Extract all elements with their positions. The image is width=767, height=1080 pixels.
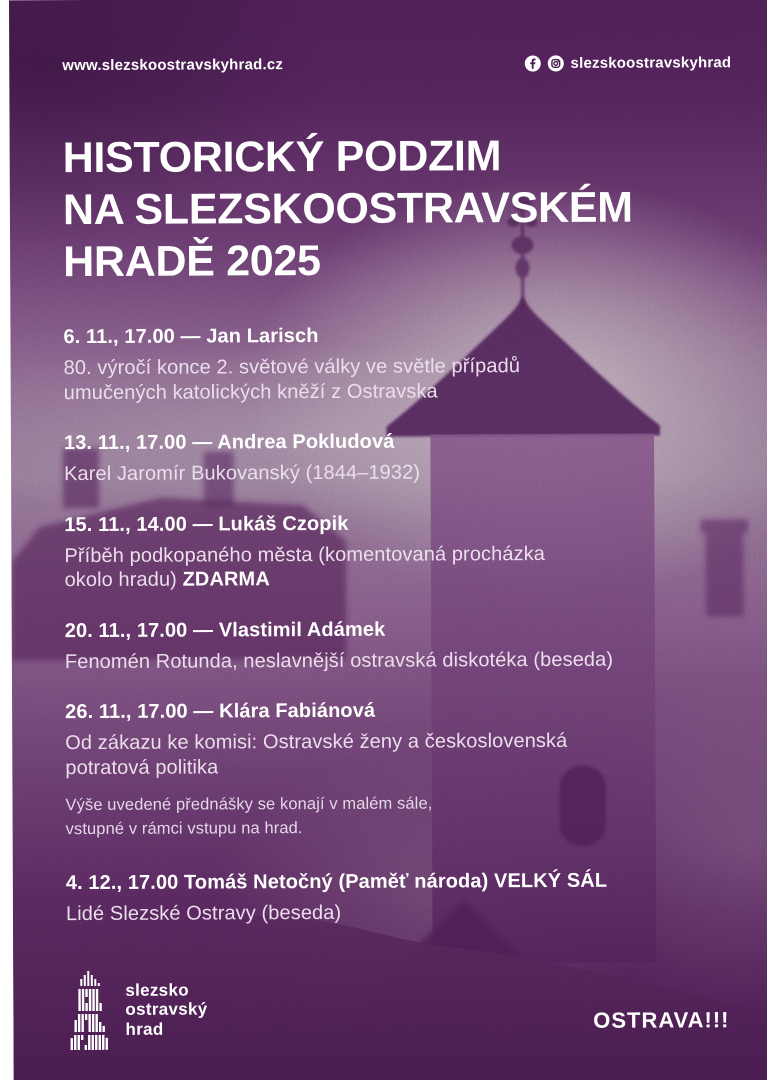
title-line: NA SLEZSKOOSTRAVSKÉM: [62, 183, 633, 235]
ostrava-wordmark: OSTRAVA!!!: [593, 1007, 730, 1033]
poster-content: [62, 0, 735, 954]
poster-top-bar: [62, 54, 731, 74]
event-description: [64, 541, 733, 593]
social-links: [524, 54, 731, 72]
event-heading: 20. 11., 17.00 — Vlastimil Adámek: [64, 618, 386, 642]
event-item: [64, 429, 733, 486]
event-description: [64, 459, 733, 486]
event-description-line: Příběh podkopaného města (komentovaná procházka: [64, 542, 546, 567]
poster-sheet: [9, 0, 767, 1080]
social-handle[interactable]: slezskoostravskyhrad: [570, 54, 732, 72]
event-heading: 13. 11., 17.00 — Andrea Pokludová: [63, 430, 395, 455]
event-description: [65, 647, 734, 674]
event-description-line: Karel Jaromír Bukovanský (1844–1932): [64, 461, 421, 486]
event-description-line: potratová politika: [65, 755, 219, 779]
venue-note-line: Výše uvedené přednášky se konají v malém sále,: [65, 794, 433, 815]
event-heading: 4. 12., 17.00 Tomáš Netočný (Paměť národa) VELKÝ SÁL: [65, 869, 608, 895]
website-url[interactable]: www.slezskoostravskyhrad.cz: [62, 56, 284, 75]
poster-title: [63, 129, 733, 288]
event-description: [64, 353, 733, 405]
venue-note-line: vstupné v rámci vstupu na hrad.: [65, 819, 303, 839]
facebook-icon[interactable]: [524, 55, 541, 72]
free-admission-label: ZDARMA: [182, 568, 270, 591]
event-description-line: okolo hradu) ZDARMA: [64, 568, 270, 592]
event-description: [66, 899, 735, 926]
event-description: [65, 728, 734, 780]
event-heading: 15. 11., 14.00 — Lukáš Czopik: [64, 512, 349, 536]
event-item-final: [66, 869, 735, 926]
event-item: [63, 323, 732, 405]
event-item: [64, 511, 733, 593]
venue-note: [65, 790, 734, 841]
castle-logo-text: slezsko ostravský hrad: [125, 980, 208, 1039]
event-list: [63, 323, 735, 926]
castle-logo: [66, 969, 207, 1050]
event-description-line: Lidé Slezské Ostravy (beseda): [65, 901, 342, 926]
event-description-line: Fenomén Rotunda, neslavnější ostravská diskotéka (beseda): [64, 648, 614, 673]
event-item: [65, 617, 734, 674]
event-description-line: umučených katolických kněží z Ostravska: [63, 379, 438, 404]
castle-logo-icon: [66, 970, 112, 1050]
event-description-line: Od zákazu ke komisi: Ostravské ženy a československá: [65, 729, 568, 755]
event-heading: 6. 11., 17.00 — Jan Larisch: [63, 324, 319, 349]
title-line: HISTORICKÝ PODZIM: [62, 132, 502, 183]
event-description-line: 80. výročí konce 2. světové války ve světle případů: [63, 355, 521, 380]
title-line: HRADĚ 2025: [63, 236, 321, 287]
event-heading: 26. 11., 17.00 — Klára Fabiánová: [65, 699, 376, 724]
instagram-icon[interactable]: [547, 55, 564, 72]
event-item: [65, 698, 734, 780]
